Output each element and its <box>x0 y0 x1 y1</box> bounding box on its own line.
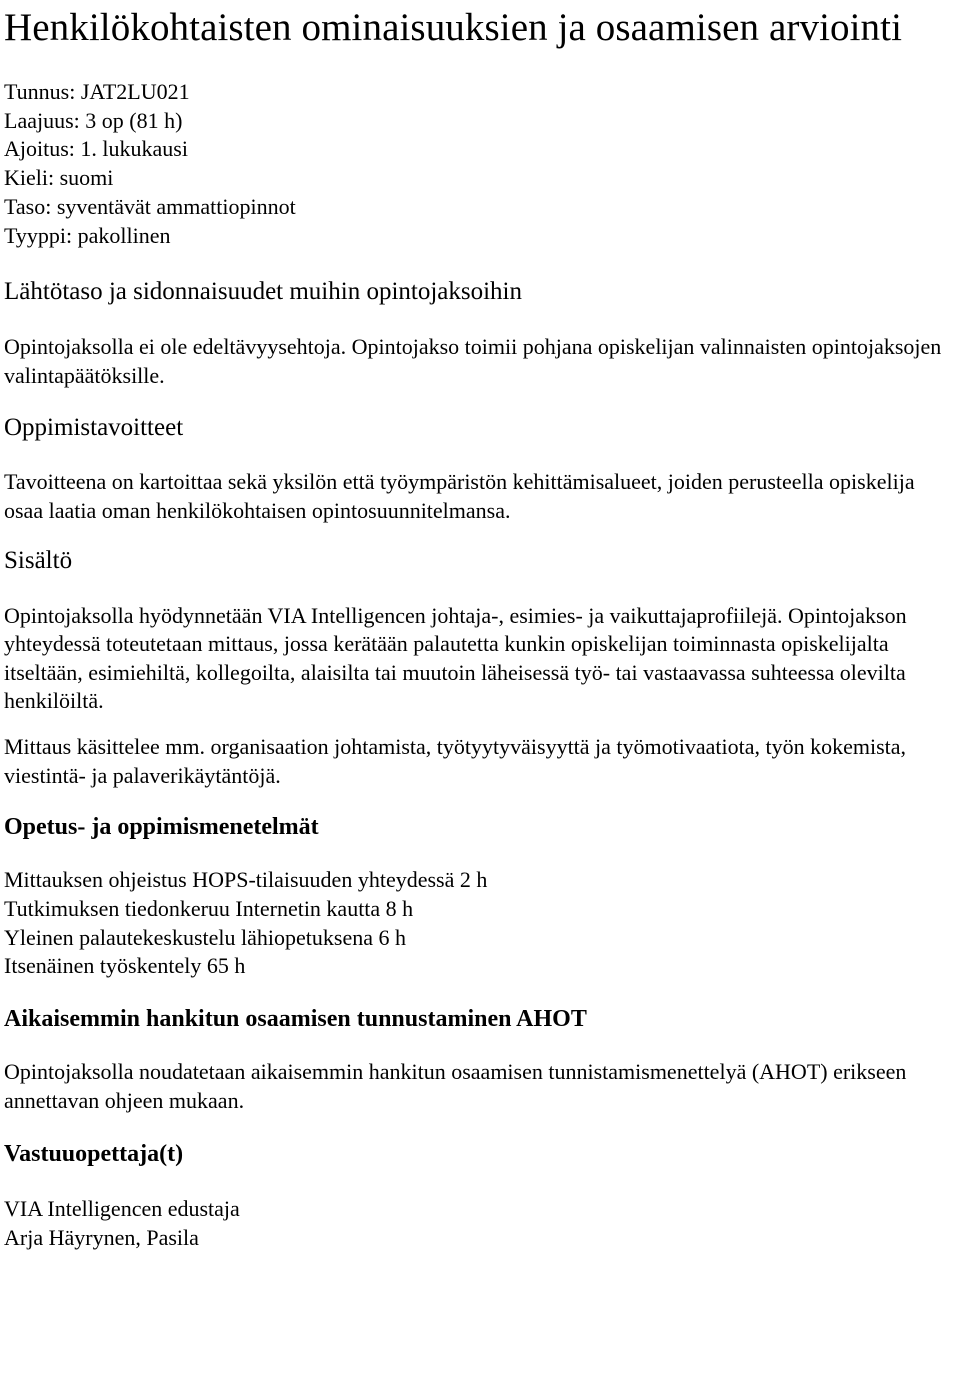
section-heading-prerequisites: Lähtötaso ja sidonnaisuudet muihin opintojaksoihin <box>4 278 523 306</box>
list-item: Yleinen palautekeskustelu lähiopetuksena 6 h <box>4 924 406 950</box>
list-item: Arja Häyrynen, Pasila <box>4 1224 199 1250</box>
list-item: Tutkimuksen tiedonkeruu Internetin kautta 8 h <box>4 895 414 921</box>
section-text-content-1: Opintojaksolla hyödynnetään VIA Intelligencen johtaja-, esimies- ja vaikuttajaprofiilejä. Opintojakson yhteydessä toteutetaan mittaus, jossa kerätään palautetta kunkin opiskelijan toiminnasta opiskelijalta itseltään, esimiehiltä, kollegoilta, alaisilta tai muutoin läheisessä työ- tai vastaavassa suhteessa olevilta henkilöiltä. <box>4 602 907 714</box>
section-heading-content: Sisältö <box>4 546 73 574</box>
section-heading-objectives: Oppimistavoitteet <box>4 414 184 442</box>
page-title: Henkilökohtaisten ominaisuuksien ja osaamisen arviointi <box>4 6 903 49</box>
section-heading-methods: Opetus- ja oppimismenetelmät <box>4 814 319 841</box>
section-text-prerequisites: Opintojaksolla ei ole edeltävyysehtoja. Opintojakso toimii pohjana opiskelijan valinnaisten opintojaksojen valintapäätöksille. <box>4 334 942 388</box>
list-item: VIA Intelligencen edustaja <box>4 1196 240 1222</box>
meta-language: Kieli: suomi <box>4 165 114 191</box>
section-heading-teachers: Vastuuopettaja(t) <box>4 1141 184 1168</box>
section-heading-ahot: Aikaisemmin hankitun osaamisen tunnustaminen AHOT <box>4 1005 587 1032</box>
list-item: Itsenäinen työskentely 65 h <box>4 953 246 979</box>
meta-type: Tyyppi: pakollinen <box>4 222 171 248</box>
meta-scope: Laajuus: 3 op (81 h) <box>4 107 183 133</box>
document-page <box>4 0 956 1253</box>
section-text-ahot: Opintojaksolla noudatetaan aikaisemmin hankitun osaamisen tunnistamismenettelyä (AHOT) erikseen annettavan ohjeen mukaan. <box>4 1058 907 1113</box>
section-text-content-2: Mittaus käsittelee mm. organisaation johtamista, työtyytyväisyyttä ja työmotivaatiota, työn kokemista, viestintä- ja palaverikäytäntöjä. <box>4 733 907 788</box>
course-meta <box>4 78 956 250</box>
meta-code: Tunnus: JAT2LU021 <box>4 79 190 104</box>
methods-list <box>4 866 956 981</box>
meta-timing: Ajoitus: 1. lukukausi <box>4 136 188 162</box>
section-text-objectives: Tavoitteena on kartoittaa sekä yksilön että työympäristön kehittämisalueet, joiden perusteella opiskelija osaa laatia oman henkilökohtaisen opintosuunnitelmansa. <box>4 469 915 523</box>
teachers-list <box>4 1195 956 1252</box>
list-item: Mittauksen ohjeistus HOPS-tilaisuuden yhteydessä 2 h <box>4 867 488 893</box>
meta-level: Taso: syventävät ammattiopinnot <box>4 193 296 219</box>
